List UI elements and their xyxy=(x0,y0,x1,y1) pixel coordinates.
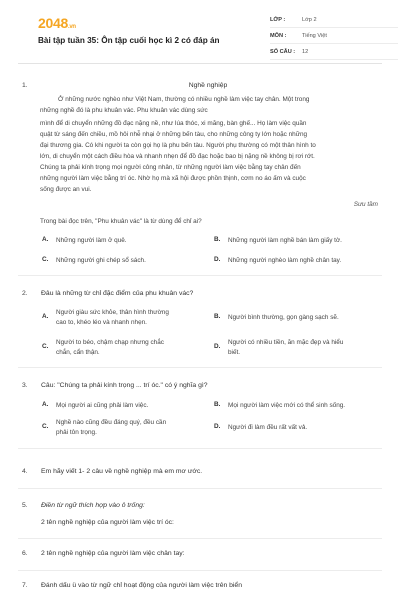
reading-line: Chúng ta phải kính trọng mọi người công nhân, từ những người làm việc bằng tay chân đến xyxy=(40,164,301,171)
question-text: Em hãy viết 1- 2 câu về nghề nghiệp mà em mơ ước. xyxy=(41,468,203,475)
reading-line: những nghề đó là phu khuân vác. Phu khuân vác dùng sức xyxy=(40,107,208,114)
option-c[interactable]: C. Người to béo, chậm chạp nhưng chắc chắn, cẩn thận. xyxy=(42,339,164,356)
question-text: Điền từ ngữ thích hợp vào ô trống: xyxy=(41,502,145,509)
question-number: 3. xyxy=(22,382,28,389)
reading-line: đại thương gia. Có khi người ta còn gọi họ là phu bến tàu. Người phụ thường có một thân hình to xyxy=(40,142,316,149)
question-number: 2. xyxy=(22,290,28,297)
option-b[interactable]: B. Mọi người làm việc mới có thể sinh sống. xyxy=(214,401,346,409)
option-d[interactable]: D. Người có nhiều tiền, ăn mặc đẹp và hiểu biết. xyxy=(214,339,344,356)
divider xyxy=(18,538,382,539)
option-b[interactable]: B. Người bình thường, gọn gàng sạch sẽ. xyxy=(214,313,339,321)
option-c[interactable]: C. Nghề nào cũng đều đáng quý, đều cần phải tôn trọng. xyxy=(42,419,167,436)
reading-line: những người làm việc bằng trí óc. Nhờ họ mà xã hội được phồn thịnh, cơm no áo ấm và cuộc xyxy=(40,175,306,182)
option-b[interactable]: B. Những người làm nghề bán làm giấy tờ. xyxy=(214,236,342,244)
reading-line: sống được an vui. xyxy=(40,186,92,193)
question-number: 7. xyxy=(22,582,28,589)
divider xyxy=(18,570,382,571)
meta-row-class: LỚP : Lớp 2 xyxy=(270,12,398,28)
question-number: 4. xyxy=(22,468,28,475)
site-logo[interactable]: 2048.vn xyxy=(38,15,76,31)
worksheet-page: 2048.vn Bài tập tuần 35: Ôn tập cuối học kì 2 có đáp án LỚP : Lớp 2 MÔN : Tiếng Việt SỐ CÂU : 12 1. Nghề nghiệp Ở những nước nghèo như Việt Nam, thường có nhiều nghề làm việc tay chân. Một trong những nghề đó là phu khuân vác. Phu khuân vác dùng sức mình để di chuyển những đồ đạc nặng nề, như lúa thóc, xi măng, bàn ghế... Họ làm việc quần quật từ sáng đến chiều, mồ hôi nhễ nhại ở những bến tàu, cho những công ty lớn hoặc những đại thương gia. Có khi người ta còn gọi họ là phu bến tàu. Người phụ thường có một thân hình to lớn, di chuyển một cách điều hòa và nhanh nhẹn để đồ đạc hoặc bao bị nặng nề không bị rơi rớt. Chúng ta phải kính trọng mọi người công nhân, từ những người làm việc bằng tay chân đến những người làm việc bằng trí óc. Nhờ họ mà xã hội được phồn thịnh, cơm no áo ấm và cuộc sống được an vui. Sưu tầm Trong bài đọc trên, "Phu khuân vác" là từ dùng để chỉ ai? A. Những người làm ở quê. B. Những người làm nghề bán làm giấy tờ. C. Những người ghi chép sổ sách. D. Những người nghèo làm nghề chân tay. 2. Đâu là những từ chỉ đặc điểm của phu khuân vác? A. Người giàu sức khỏe, thân hình thường cao to, khéo léo và nhanh nhẹn. B. Người bình thường, gọn gàng sạch sẽ. C. Người to béo, chậm chạp nhưng chắc chắn, cẩn thận. D. Người có nhiều tiền, ăn mặc đẹp và hiểu biết. 3. Câu: "Chúng ta phải kính trọng ... trí óc." có ý nghĩa gì? A. Mọi người ai cũng phải làm việc. B. Mọi người làm việc mới có thể sinh sống. C. Nghề nào cũng đều đáng quý, đều cần phải tôn trọng. D. Người đi làm đều rất vất vả. 4. Em hãy viết 1- 2 câu về nghề nghiệp mà em mơ ước. 5. Điền từ ngữ thích hợp vào ô trống: 2 tên nghề nghiệp của người làm việc trí óc: 6. 2 tên nghề nghiệp của người làm việc chân tay: 7. Đánh dấu ü vào từ ngữ chỉ hoạt động của người làm việc trên biển xyxy=(0,0,400,600)
reading-line: lớn, di chuyển một cách điều hòa và nhanh nhẹn để đồ đạc hoặc bao bị nặng nề không bị rơi rớt. xyxy=(40,153,315,160)
divider xyxy=(18,448,382,449)
reading-line: mình để di chuyển những đồ đạc nặng nề, như lúa thóc, xi măng, bàn ghế... Họ làm việc quần xyxy=(40,120,307,127)
meta-table xyxy=(270,12,398,60)
reading-title: Nghề nghiệp xyxy=(188,82,228,89)
question-number: 5. xyxy=(22,502,28,509)
meta-row-subject: MÔN : Tiếng Việt xyxy=(270,28,398,44)
question-text: Đâu là những từ chỉ đặc điểm của phu khuân vác? xyxy=(41,290,194,297)
question-text: Đánh dấu ü vào từ ngữ chỉ hoạt động của người làm việc trên biển xyxy=(41,582,242,589)
reading-source: Sưu tầm xyxy=(353,201,378,208)
question-number: 6. xyxy=(22,550,28,557)
option-c[interactable]: C. Những người ghi chép sổ sách. xyxy=(42,256,146,264)
divider xyxy=(18,275,382,276)
option-a[interactable]: A. Mọi người ai cũng phải làm việc. xyxy=(42,401,149,409)
question-text: Trong bài đọc trên, "Phu khuân vác" là từ dùng để chỉ ai? xyxy=(40,218,202,225)
option-d[interactable]: D. Những người nghèo làm nghề chân tay. xyxy=(214,256,342,264)
reading-line: Ở những nước nghèo như Việt Nam, thường có nhiều nghề làm việc tay chân. Một trong xyxy=(58,96,310,103)
question-number: 1. xyxy=(22,82,28,89)
option-d[interactable]: D. Người đi làm đều rất vất vả. xyxy=(214,423,308,431)
page-header xyxy=(18,0,382,64)
option-a[interactable]: A. Người giàu sức khỏe, thân hình thường cao to, khéo léo và nhanh nhẹn. xyxy=(42,309,169,326)
meta-row-count: SỐ CÂU : 12 xyxy=(270,44,398,60)
reading-line: quật từ sáng đến chiều, mồ hôi nhễ nhại ở những bến tàu, cho những công ty lớn hoặc những xyxy=(40,131,308,138)
question-text: Câu: "Chúng ta phải kính trọng ... trí óc." có ý nghĩa gì? xyxy=(41,382,208,389)
question-text: 2 tên nghề nghiệp của người làm việc chân tay: xyxy=(41,550,185,557)
divider xyxy=(18,367,382,368)
divider xyxy=(18,488,382,489)
page-title: Bài tập tuần 35: Ôn tập cuối học kì 2 có đáp án xyxy=(38,36,220,45)
option-a[interactable]: A. Những người làm ở quê. xyxy=(42,236,127,244)
